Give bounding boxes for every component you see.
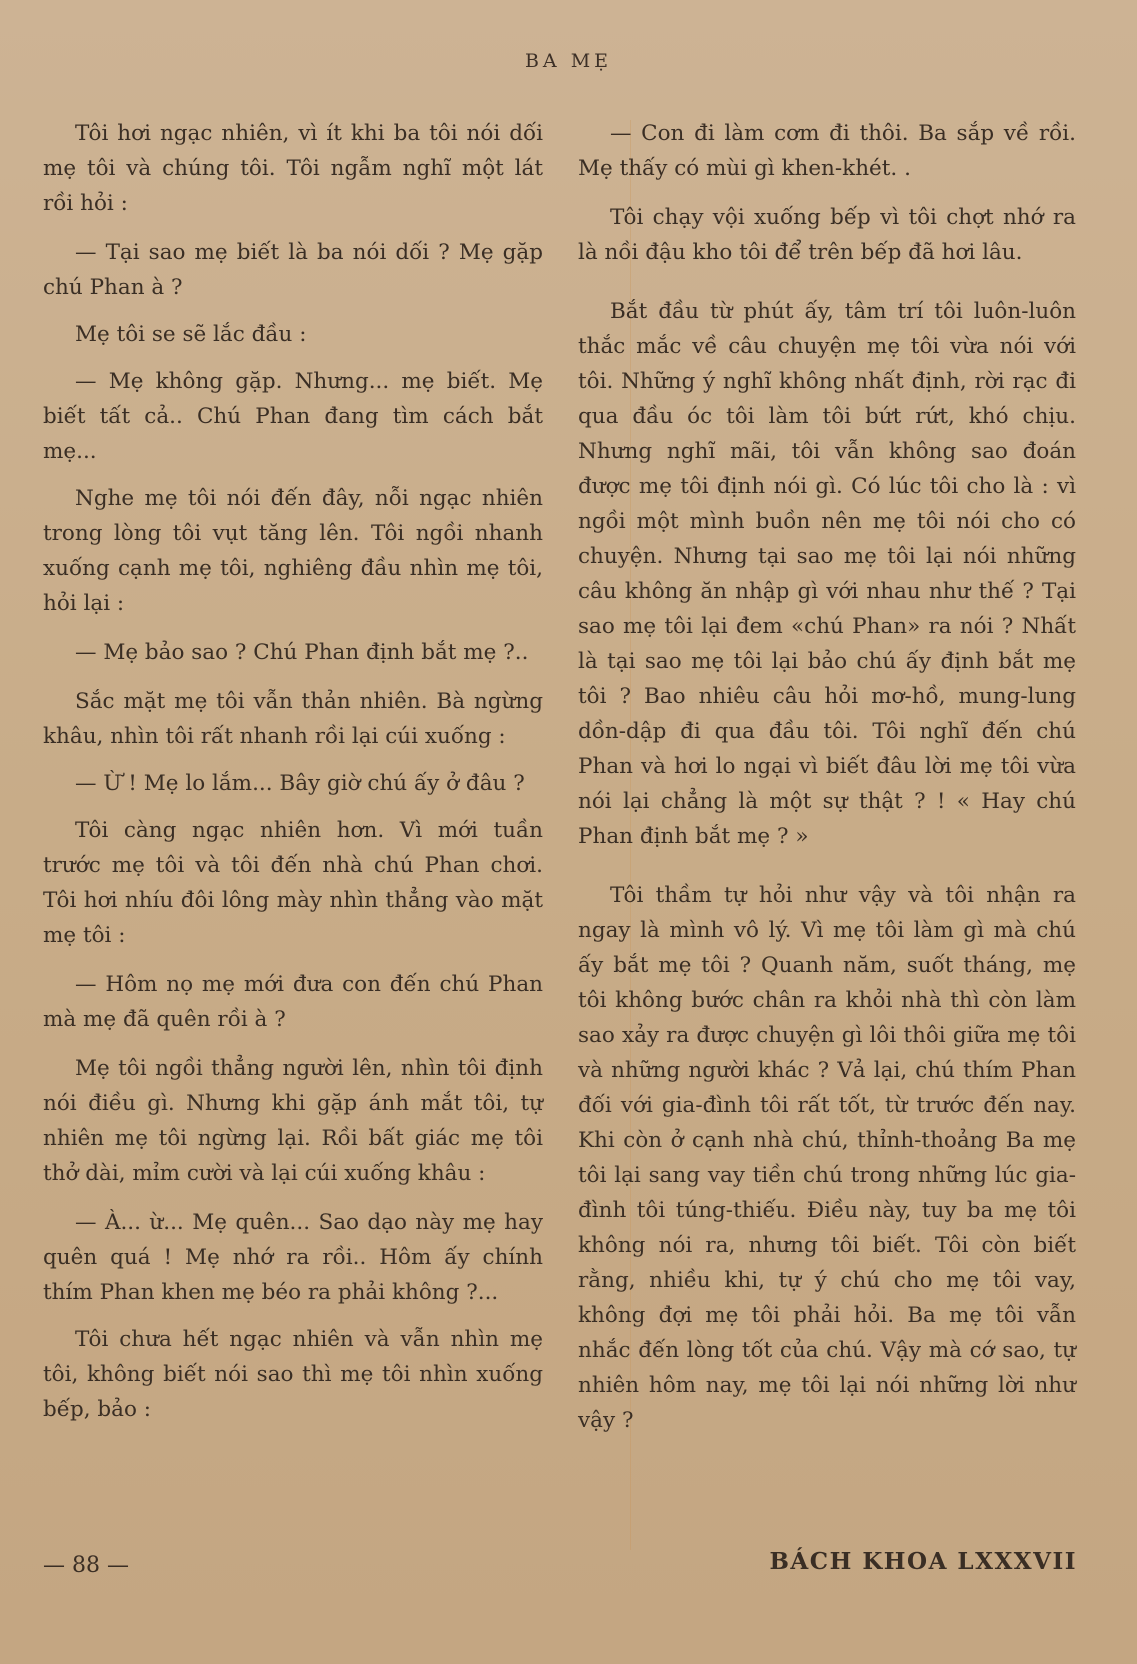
paragraph: — Mẹ không gặp. Nhưng... mẹ biết. Mẹ biết tất cả.. Chú Phan đang tìm cách bắt mẹ...: [43, 369, 543, 464]
paragraph: Tôi thầm tự hỏi như vậy và tôi nhận ra ngay là mình vô lý. Vì mẹ tôi làm gì mà chú ấy bắt mẹ tôi ? Quanh năm, suốt tháng, mẹ tôi không bước chân ra khỏi nhà thì còn làm sao xảy ra được chuyện gì lôi thôi giữa mẹ tôi và những người khác ? Vả lại, chú thím Phan đối với gia-đình tôi rất tốt, từ trước đến nay. Khi còn ở cạnh nhà chú, thỉnh-thoảng Ba mẹ tôi lại sang vay tiền chú trong những lúc gia-đình tôi túng-thiếu. Điều này, tuy ba mẹ tôi không nói ra, nhưng tôi biết. Tôi còn biết rằng, nhiều khi, tự ý chú cho mẹ tôi vay, không đợi mẹ tôi phải hỏi. Ba mẹ tôi vẫn nhắc đến lòng tốt của chú. Vậy mà cớ sao, tự nhiên hôm nay, mẹ tôi lại nói những lời như vậy ?: [578, 883, 1076, 1433]
paragraph: Tôi chạy vội xuống bếp vì tôi chợt nhớ ra là nồi đậu kho tôi để trên bếp đã hơi lâu.: [578, 205, 1076, 265]
left-column: [43, 116, 543, 1439]
paragraph: — Tại sao mẹ biết là ba nói dối ? Mẹ gặp chú Phan à ?: [43, 240, 543, 300]
paragraph: Tôi càng ngạc nhiên hơn. Vì mới tuần trước mẹ tôi và tôi đến nhà chú Phan chơi. Tôi hơi nhíu đôi lông mày nhìn thẳng vào mặt mẹ tôi :: [43, 818, 543, 948]
paragraph: Nghe mẹ tôi nói đến đây, nỗi ngạc nhiên trong lòng tôi vụt tăng lên. Tôi ngồi nhanh xuống cạnh mẹ tôi, nghiêng đầu nhìn mẹ tôi, hỏi lại :: [43, 486, 543, 616]
right-column: [578, 116, 1076, 1450]
paragraph: Tôi chưa hết ngạc nhiên và vẫn nhìn mẹ tôi, không biết nói sao thì mẹ tôi nhìn xuống bếp, bảo :: [43, 1327, 543, 1422]
running-title: BA MẸ: [524, 50, 613, 72]
paragraph: Mẹ tôi ngồi thẳng người lên, nhìn tôi định nói điều gì. Nhưng khi gặp ánh mắt tôi, tự nhiên mẹ tôi ngừng lại. Rồi bất giác mẹ tôi thở dài, mỉm cười và lại cúi xuống khâu :: [43, 1056, 543, 1186]
paragraph: Tôi hơi ngạc nhiên, vì ít khi ba tôi nói dối mẹ tôi và chúng tôi. Tôi ngẫm nghĩ một lát rồi hỏi :: [43, 121, 543, 216]
page-number: — 88 —: [43, 1553, 129, 1578]
journal-title: BÁCH KHOA LXXXVII: [769, 1548, 1077, 1575]
paragraph: Sắc mặt mẹ tôi vẫn thản nhiên. Bà ngừng khâu, nhìn tôi rất nhanh rồi lại cúi xuống :: [43, 689, 543, 749]
paragraph: Bắt đầu từ phút ấy, tâm trí tôi luôn-luôn thắc mắc về câu chuyện mẹ tôi vừa nói với tôi. Những ý nghĩ không nhất định, rời rạc đi qua đầu óc tôi làm tôi bứt rứt, khó chịu. Nhưng nghĩ mãi, tôi vẫn không sao đoán được mẹ tôi định nói gì. Có lúc tôi cho là : vì ngồi một mình buồn nên mẹ tôi nói cho có chuyện. Nhưng tại sao mẹ tôi lại nói những câu không ăn nhập gì với nhau như thế ? Tại sao mẹ tôi lại đem «chú Phan» ra nói ? Nhất là tại sao mẹ tôi lại bảo chú ấy định bắt mẹ tôi ? Bao nhiêu câu hỏi mơ-hồ, mung-lung dồn-dập đi qua đầu tôi. Tôi nghĩ đến chú Phan và hơi lo ngại vì biết đâu lời mẹ tôi vừa nói lại chẳng là một sự thật ? ! « Hay chú Phan định bắt mẹ ? »: [578, 299, 1076, 849]
paragraph: — Con đi làm cơm đi thôi. Ba sắp về rồi. Mẹ thấy có mùi gì khen-khét. .: [578, 121, 1076, 181]
paragraph: — À... ừ... Mẹ quên... Sao dạo này mẹ hay quên quá ! Mẹ nhớ ra rồi.. Hôm ấy chính thím Phan khen mẹ béo ra phải không ?...: [43, 1210, 543, 1305]
paragraph: — Ừ ! Mẹ lo lắm... Bây giờ chú ấy ở đâu ?: [75, 771, 525, 796]
paragraph: — Mẹ bảo sao ? Chú Phan định bắt mẹ ?..: [75, 640, 529, 665]
paragraph: Mẹ tôi se sẽ lắc đầu :: [75, 322, 307, 347]
paragraph: — Hôm nọ mẹ mới đưa con đến chú Phan mà mẹ đã quên rồi à ?: [43, 972, 543, 1032]
